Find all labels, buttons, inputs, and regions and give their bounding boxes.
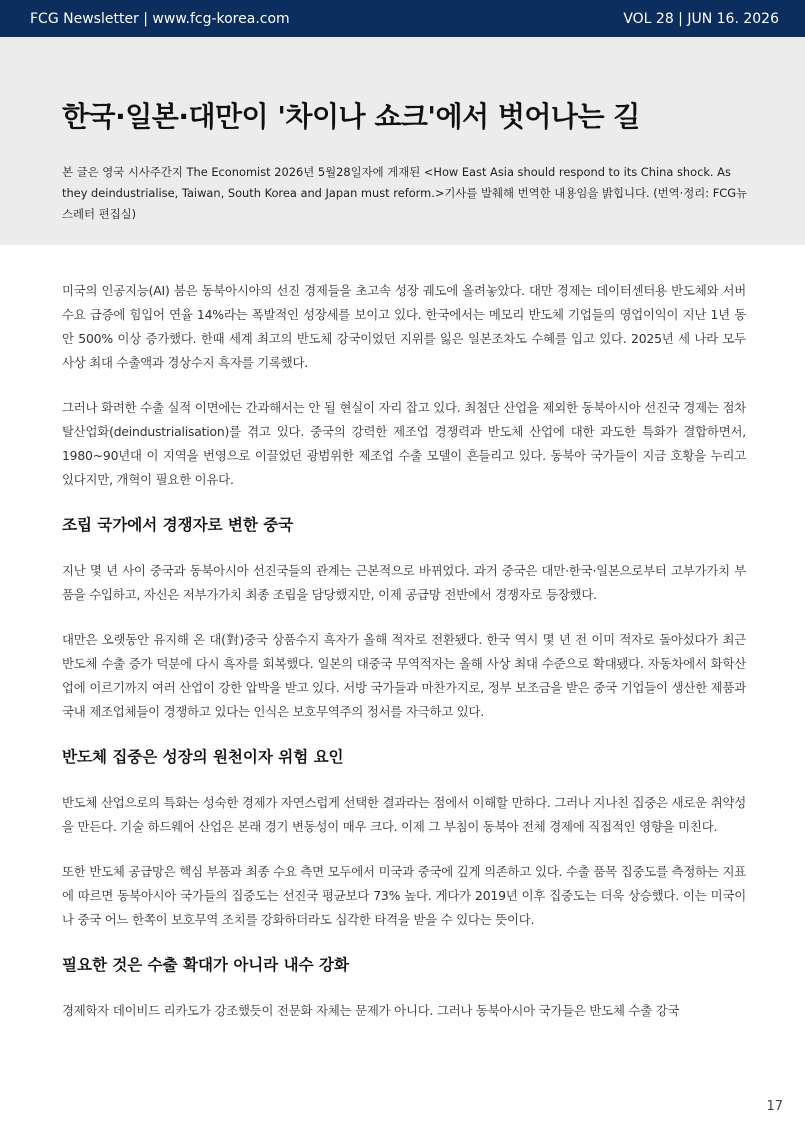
paragraph: 반도체 산업으로의 특화는 성숙한 경제가 자연스럽게 선택한 결과라는 점에서 이해할 만하다. 그러나 지나친 집중은 새로운 취약성을 만든다. 기술 하드웨어 산업은 본래 경기 변동성이 매우 크다. 이제 그 부침이 동북아 전체 경제에 직접적인 영향을 미친다.	[62, 795, 746, 834]
section-heading: 반도체 집중은 성장의 원천이자 위험 요인	[62, 748, 344, 766]
article-title: 한국·일본·대만이 '차이나 쇼크'에서 벗어나는 길	[62, 100, 640, 133]
paragraph: 경제학자 데이비드 리카도가 강조했듯이 전문화 자체는 문제가 아니다. 그러나 동북아시아 국가들은 반도체 수출 강국	[62, 1003, 680, 1018]
paragraph: 미국의 인공지능(AI) 붐은 동북아시아의 선진 경제들을 초고속 성장 궤도에 올려놓았다. 대만 경제는 데이터센터용 반도체와 서버 수요 급증에 힘입어 연율 14%라는 폭발적인 성장세를 보이고 있다. 한국에서는 메모리 반도체 기업들의 영업이익이 지난 1년 동안 500% 이상 증가했다. 한때 세계 최고의 반도체 강국이었던 지위를 잃은 일본조차도 수혜를 입고 있다. 2025년 세 나라 모두 사상 최대 수출액과 경상수지 흑자를 기록했다.	[62, 283, 746, 370]
page-number: 17	[766, 1099, 783, 1114]
newsletter-name: FCG Newsletter | www.fcg-korea.com	[30, 11, 290, 27]
article-intro: 본 글은 영국 시사주간지 The Economist 2026년 5월28일자에 게재된 <How East Asia should respond to its China shock. As they deindustrialise, Taiwan, South Korea and Japan must reform.>기사를 발췌해 번역한 내용임을 밝힙니다. (번역·정리: FCG뉴스레터 편집실)	[62, 165, 748, 221]
paragraph: 그러나 화려한 수출 실적 이면에는 간과해서는 안 될 현실이 자리 잡고 있다. 최첨단 산업을 제외한 동북아시아 선진국 경제는 점차 탈산업화(deindustrialisation)를 겪고 있다. 중국의 강력한 제조업 경쟁력과 반도체 산업에 대한 과도한 특화가 결합하면서, 1980~90년대 이 지역을 번영으로 이끌었던 광범위한 제조업 수출 모델이 흔들리고 있다. 동북아 국가들이 지금 호황을 누리고 있다지만, 개혁이 필요한 이유다.	[62, 400, 746, 487]
paragraph: 또한 반도체 공급망은 핵심 부품과 최종 수요 측면 모두에서 미국과 중국에 깊게 의존하고 있다. 수출 품목 집중도를 측정하는 지표에 따르면 동북아시아 국가들의 집중도는 선진국 평균보다 73% 높다. 게다가 2019년 이후 집중도는 더욱 상승했다. 이는 미국이나 중국 어느 한쪽이 보호무역 조치를 강화하더라도 심각한 타격을 받을 수 있다는 뜻이다.	[62, 864, 746, 927]
section-heading: 조립 국가에서 경쟁자로 변한 중국	[62, 516, 294, 534]
paragraph: 대만은 오랫동안 유지해 온 대(對)중국 상품수지 흑자가 올해 적자로 전환됐다. 한국 역시 몇 년 전 이미 적자로 돌아섰다가 최근 반도체 수출 증가 덕분에 다시 흑자를 회복했다. 일본의 대중국 무역적자는 올해 사상 최대 수준으로 확대됐다. 자동차에서 화학산업에 이르기까지 여러 산업이 강한 압박을 받고 있다. 서방 국가들과 마찬가지로, 정부 보조금을 받은 중국 기업들이 생산한 제품과 국내 제조업체들이 경쟁하고 있다는 인식은 보호무역주의 정서를 자극하고 있다.	[62, 632, 746, 719]
newsletter-header-bar	[0, 0, 805, 37]
section-heading: 필요한 것은 수출 확대가 아니라 내수 강화	[62, 956, 349, 974]
title-section	[0, 37, 805, 245]
issue-info: VOL 28 | JUN 16. 2026	[623, 11, 779, 27]
article-body	[62, 279, 746, 1044]
paragraph: 지난 몇 년 사이 중국과 동북아시아 선진국들의 관계는 근본적으로 바뀌었다. 과거 중국은 대만·한국·일본으로부터 고부가가치 부품을 수입하고, 자신은 저부가가치 최종 조립을 담당했지만, 이제 공급망 전반에서 경쟁자로 등장했다.	[62, 563, 746, 602]
